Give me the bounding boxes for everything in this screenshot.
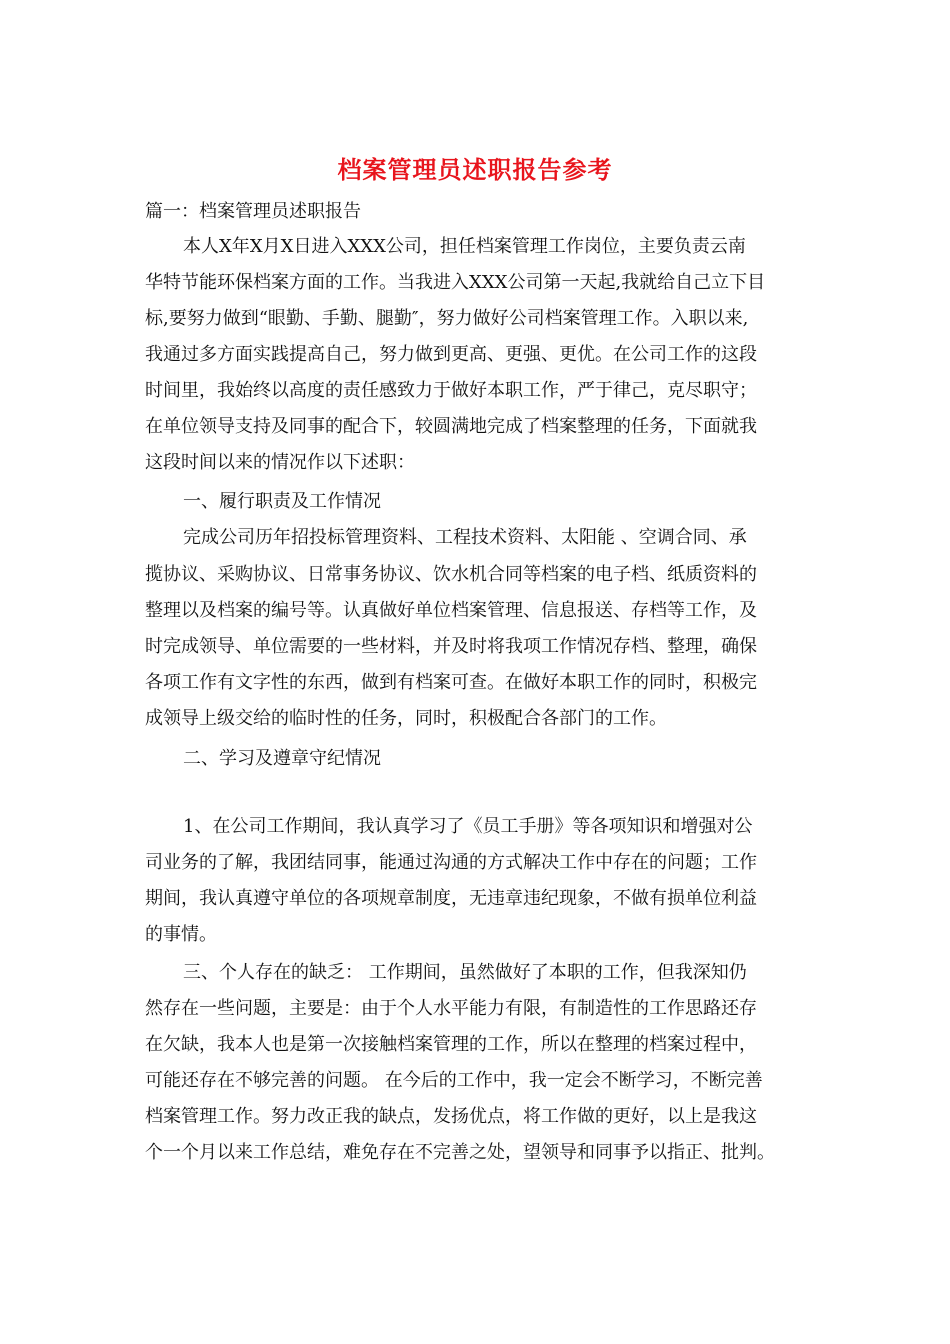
text-line: 本人X年X月X日进入XXX公司，担任档案管理工作岗位，主要负责云南 <box>183 236 746 257</box>
section-heading-part-one: 篇一：档案管理员述职报告 <box>145 201 361 222</box>
section-heading-study: 二、学习及遵章守纪情况 <box>183 748 381 769</box>
text-line: 时间里，我始终以高度的责任感致力于做好本职工作，严于律己，克尽职守； <box>145 380 757 401</box>
text-line: 然存在一些问题，主要是：由于个人水平能力有限，有制造性的工作思路还存 <box>145 998 757 1019</box>
text-line: 华特节能环保档案方面的工作。当我进入XXX公司第一天起,我就给自己立下目 <box>145 272 766 293</box>
text-line: 在欠缺，我本人也是第一次接触档案管理的工作，所以在整理的档案过程中， <box>145 1034 757 1055</box>
text-line: 完成公司历年招投标管理资料、工程技术资料、太阳能 、空调合同、承 <box>183 527 747 548</box>
text-line: 标,要努力做到“眼勤、手勤、腿勤″，努力做好公司档案管理工作。入职以来, <box>145 308 749 329</box>
text-line: 我通过多方面实践提高自己，努力做到更高、更强、更优。在公司工作的这段 <box>145 344 757 365</box>
text-line: 在单位领导支持及同事的配合下，较圆满地完成了档案整理的任务，下面就我 <box>145 416 757 437</box>
text-line: 司业务的了解，我团结同事，能通过沟通的方式解决工作中存在的问题；工作 <box>145 852 757 873</box>
text-line: 期间，我认真遵守单位的各项规章制度，无违章违纪现象，不做有损单位利益 <box>145 888 757 909</box>
text-line: 整理以及档案的编号等。认真做好单位档案管理、信息报送、存档等工作，及 <box>145 600 757 621</box>
text-line: 时完成领导、单位需要的一些材料，并及时将我项工作情况存档、整理，确保 <box>145 636 757 657</box>
text-line: 的事情。 <box>145 924 217 945</box>
text-line: 个一个月以来工作总结，难免存在不完善之处，望领导和同事予以指正、批判。 <box>145 1142 775 1163</box>
text-line: 档案管理工作。努力改正我的缺点，发扬优点，将工作做的更好，以上是我这 <box>145 1106 757 1127</box>
section-heading-duties: 一、履行职责及工作情况 <box>183 491 381 512</box>
text-line: 1、在公司工作期间，我认真学习了《员工手册》等各项知识和增强对公 <box>183 816 753 837</box>
text-line: 成领导上级交给的临时性的任务，同时，积极配合各部门的工作。 <box>145 708 667 729</box>
text-line: 揽协议、采购协议、日常事务协议、饮水机合同等档案的电子档、纸质资料的 <box>145 564 757 585</box>
text-line: 这段时间以来的情况作以下述职： <box>145 452 415 473</box>
section-heading-shortcomings: 三、个人存在的缺乏： 工作期间，虽然做好了本职的工作，但我深知仍 <box>183 962 747 983</box>
text-line: 各项工作有文字性的东西，做到有档案可查。在做好本职工作的同时，积极完 <box>145 672 757 693</box>
text-line: 可能还存在不够完善的问题。 在今后的工作中，我一定会不断学习，不断完善 <box>145 1070 763 1091</box>
document-title: 档案管理员述职报告参考 <box>337 155 613 184</box>
